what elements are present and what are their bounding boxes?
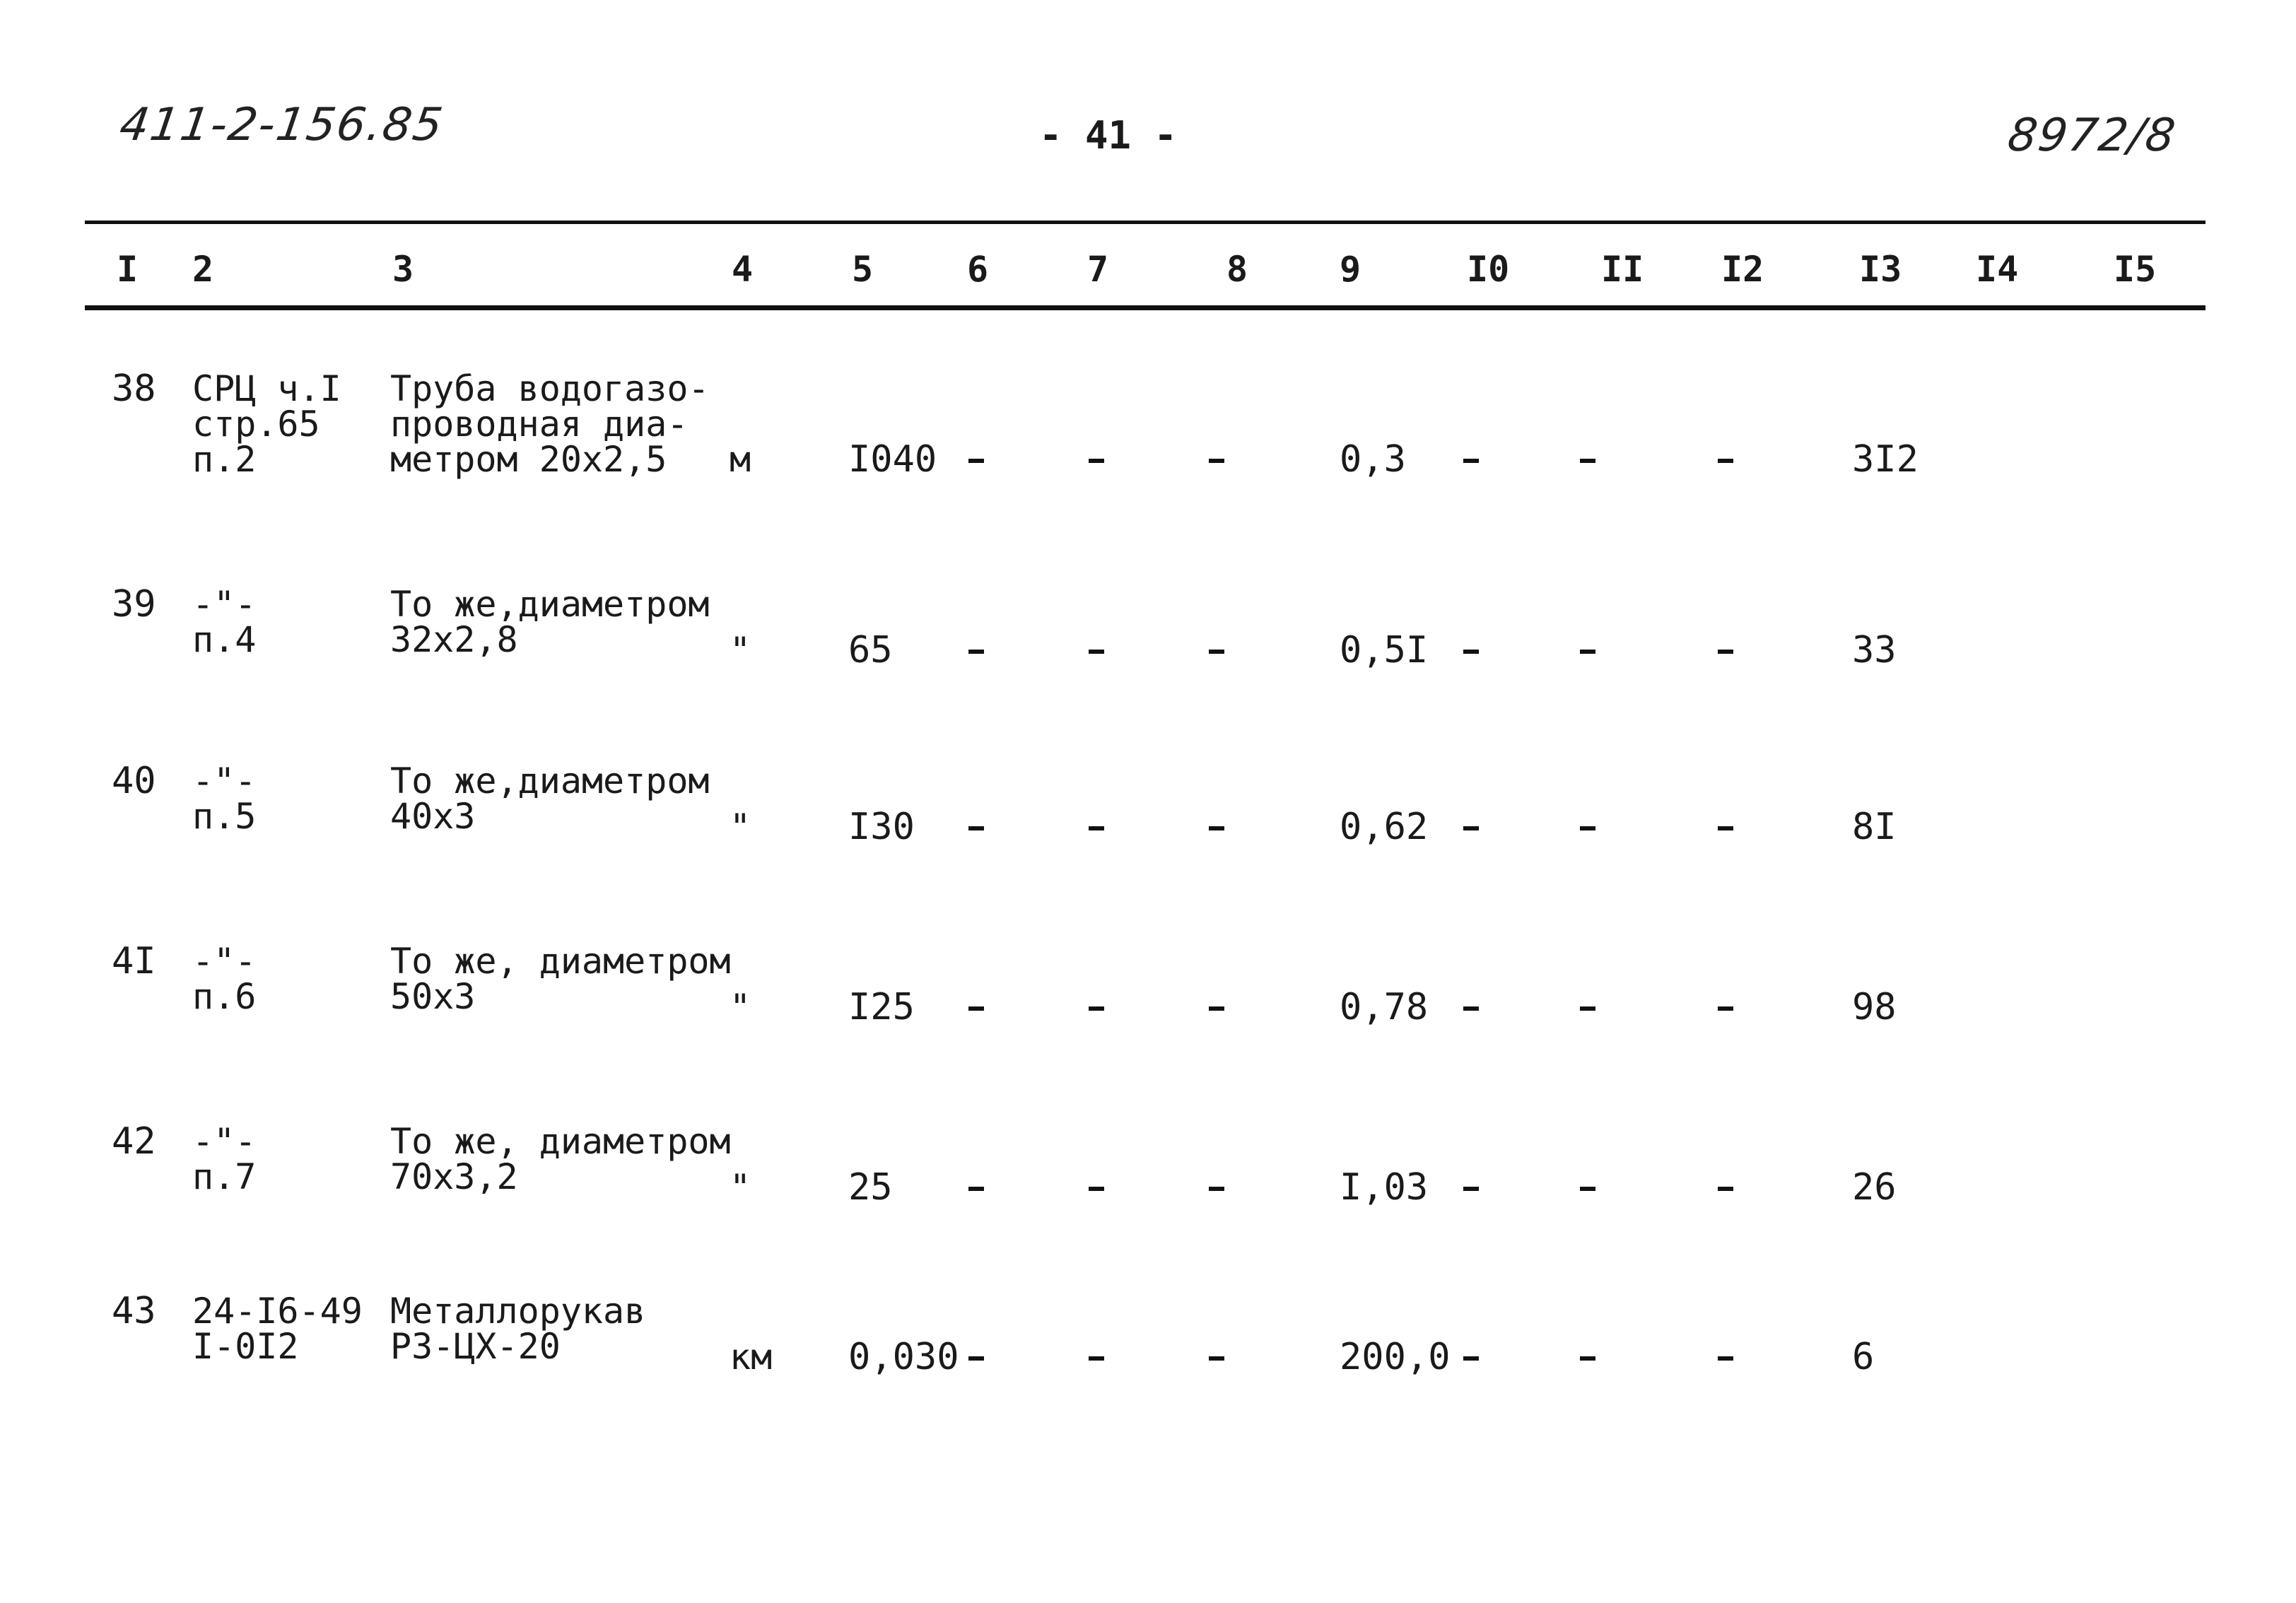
row-col13-value: 33: [1852, 629, 1897, 671]
row-col9-value: 0,3: [1340, 438, 1406, 481]
col6-dash: [968, 826, 984, 830]
row-col9-value: I,03: [1340, 1166, 1429, 1209]
row-number: 38: [112, 368, 156, 410]
top-rule: [85, 221, 2206, 224]
row-unit: м: [730, 439, 751, 480]
column-header: I3: [1859, 249, 1902, 290]
row-reference: -"- п.7: [192, 1121, 257, 1197]
col10-dash: [1463, 459, 1479, 463]
row-unit: км: [730, 1337, 773, 1378]
column-header: 9: [1340, 249, 1361, 290]
row-col9-value: 0,5I: [1340, 629, 1429, 671]
column-header: 2: [192, 249, 214, 290]
row-number: 39: [112, 583, 156, 626]
doc-code: 411-2-156.85: [116, 99, 447, 151]
col8-dash: [1209, 1356, 1224, 1361]
row-col13-value: 98: [1852, 986, 1897, 1028]
col6-dash: [968, 459, 984, 463]
row-quantity: 65: [848, 629, 893, 671]
col12-dash: [1718, 1187, 1733, 1191]
col8-dash: [1209, 826, 1224, 830]
column-header: 3: [392, 249, 414, 290]
col12-dash: [1718, 459, 1733, 463]
col7-dash: [1089, 459, 1104, 463]
row-quantity: I25: [848, 986, 915, 1028]
row-unit: ": [730, 987, 751, 1028]
row-description: Труба водогазо- проводная диа- метром 20х2,5: [390, 368, 710, 480]
col6-dash: [968, 1356, 984, 1361]
row-unit: ": [730, 806, 751, 847]
row-reference: СРЦ ч.I стр.65 п.2: [192, 368, 341, 480]
row-col13-value: 8I: [1852, 806, 1897, 848]
col8-dash: [1209, 1187, 1224, 1191]
col7-dash: [1089, 1356, 1104, 1361]
col12-dash: [1718, 1006, 1733, 1011]
row-quantity: I040: [848, 438, 937, 481]
col11-dash: [1580, 1006, 1595, 1011]
col12-dash: [1718, 650, 1733, 654]
col11-dash: [1580, 1356, 1595, 1361]
col11-dash: [1580, 650, 1595, 654]
col10-dash: [1463, 1187, 1479, 1191]
row-number: 42: [112, 1120, 156, 1163]
col7-dash: [1089, 650, 1104, 654]
column-header: II: [1601, 249, 1644, 290]
row-reference: -"- п.5: [192, 761, 257, 837]
column-header: I5: [2114, 249, 2157, 290]
row-description: То же,диаметром 40х3: [390, 761, 710, 837]
column-header: 8: [1226, 249, 1248, 290]
row-number: 4I: [112, 940, 156, 982]
col7-dash: [1089, 1006, 1104, 1011]
col7-dash: [1089, 1187, 1104, 1191]
col12-dash: [1718, 1356, 1733, 1361]
page-number: - 41 -: [1039, 113, 1178, 158]
column-header: 5: [852, 249, 874, 290]
row-number: 43: [112, 1290, 156, 1332]
col11-dash: [1580, 826, 1595, 830]
col8-dash: [1209, 459, 1224, 463]
row-description: Металлорукав Р3-ЦХ-20: [390, 1291, 646, 1367]
col10-dash: [1463, 1006, 1479, 1011]
col10-dash: [1463, 1356, 1479, 1361]
col6-dash: [968, 1187, 984, 1191]
column-header: 4: [732, 249, 754, 290]
column-header: I2: [1721, 249, 1764, 290]
row-quantity: 25: [848, 1166, 893, 1209]
row-quantity: I30: [848, 806, 915, 848]
col8-dash: [1209, 650, 1224, 654]
row-col9-value: 200,0: [1340, 1336, 1451, 1378]
row-col9-value: 0,62: [1340, 806, 1429, 848]
row-quantity: 0,030: [848, 1336, 959, 1378]
column-header: 6: [967, 249, 989, 290]
row-description: То же, диаметром 50х3: [390, 941, 731, 1017]
row-col13-value: 3I2: [1852, 438, 1919, 481]
row-number: 40: [112, 760, 156, 802]
col8-dash: [1209, 1006, 1224, 1011]
row-col13-value: 26: [1852, 1166, 1897, 1209]
col11-dash: [1580, 1187, 1595, 1191]
col7-dash: [1089, 826, 1104, 830]
row-col13-value: 6: [1852, 1336, 1875, 1378]
row-description: То же, диаметром 70х3,2: [390, 1121, 731, 1197]
row-unit: ": [730, 1167, 751, 1208]
col12-dash: [1718, 826, 1733, 830]
col10-dash: [1463, 650, 1479, 654]
row-reference: 24-I6-49 I-0I2: [192, 1291, 363, 1367]
row-reference: -"- п.6: [192, 941, 257, 1017]
sheet-number: 8972/8: [2004, 110, 2180, 162]
column-header: 7: [1087, 249, 1109, 290]
column-header: I0: [1467, 249, 1510, 290]
row-col9-value: 0,78: [1340, 986, 1429, 1028]
row-unit: ": [730, 630, 751, 671]
row-description: То же,диаметром 32х2,8: [390, 584, 710, 660]
col6-dash: [968, 650, 984, 654]
col6-dash: [968, 1006, 984, 1011]
column-header: I: [117, 249, 139, 290]
col11-dash: [1580, 459, 1595, 463]
column-header: I4: [1976, 249, 2019, 290]
header-rule: [85, 305, 2206, 310]
col10-dash: [1463, 826, 1479, 830]
row-reference: -"- п.4: [192, 584, 257, 660]
